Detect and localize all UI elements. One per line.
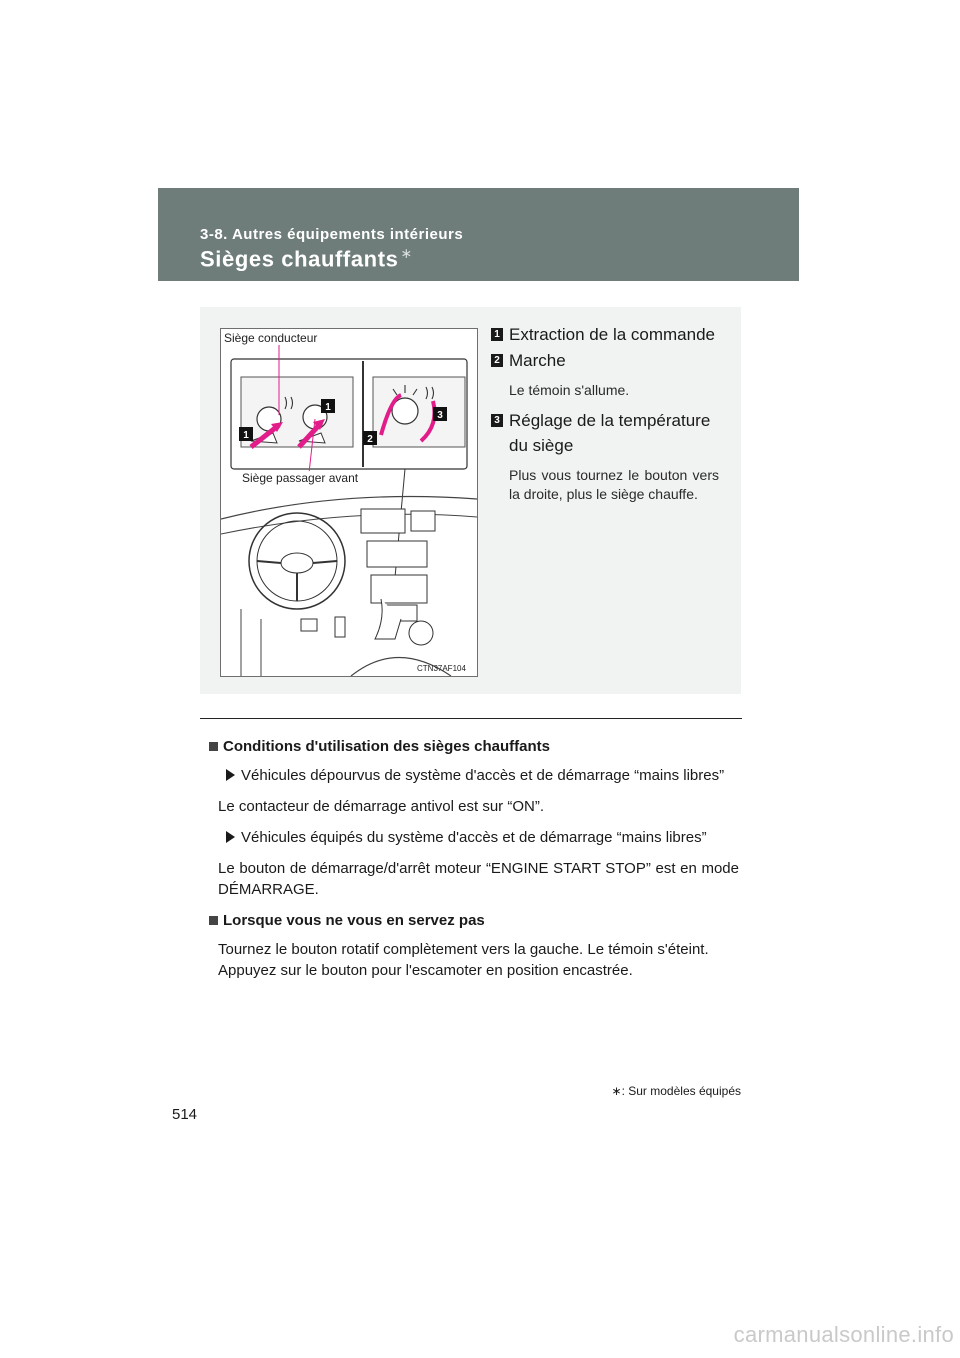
step-badge: 2	[491, 354, 503, 367]
not-in-use-heading	[209, 910, 739, 931]
optional-equipment-mark: ∗	[400, 245, 413, 261]
step-badge: 1	[491, 328, 503, 341]
step-2	[491, 348, 719, 400]
dashboard-drawing	[221, 329, 477, 676]
callout-2: 2	[367, 434, 373, 445]
step-description: Le témoin s'allume.	[509, 382, 630, 398]
section-header	[158, 188, 799, 281]
case-text: Véhicules équipés du système d'accès et de démarrage “mains libres”	[241, 829, 707, 846]
triangle-bullet-icon	[226, 769, 235, 781]
case-with-smart-key	[209, 827, 739, 848]
label-driver-seat: Siège conducteur	[224, 331, 318, 345]
step-description: Plus vous tournez le bouton vers la droite, plus le siège chauffe.	[509, 467, 719, 502]
triangle-bullet-icon	[226, 831, 235, 843]
label-passenger-seat: Siège passager avant	[242, 471, 359, 485]
callout-1a: 1	[243, 430, 249, 441]
square-bullet-icon	[209, 916, 218, 925]
step-title: Extraction de la commande	[509, 325, 715, 344]
divider	[200, 718, 742, 719]
page-title	[200, 245, 413, 272]
callout-3: 3	[437, 410, 443, 421]
figure-code: CTN37AF104	[417, 664, 466, 673]
page-title-text: Sièges chauffants	[200, 246, 399, 272]
notes-section	[209, 736, 739, 981]
step-3	[491, 408, 719, 504]
step-badge: 3	[491, 414, 503, 427]
conditions-heading-text: Conditions d'utilisation des sièges chauffants	[223, 738, 550, 755]
callout-1b: 1	[325, 402, 331, 413]
step-title: Marche	[509, 351, 566, 370]
steps-list	[491, 322, 719, 504]
section-label: 3-8. Autres équipements intérieurs	[200, 226, 464, 243]
not-in-use-line-1: Tournez le bouton rotatif complètement vers la gauche. Le témoin s'éteint.	[218, 941, 709, 958]
not-in-use-line-2: Appuyez sur le bouton pour l'escamoter en position encastrée.	[218, 962, 633, 979]
step-title: Réglage de la température du siège	[509, 411, 711, 455]
case-2-detail: Le bouton de démarrage/d'arrêt moteur “ENGINE START STOP” est en mode DÉMARRAGE.	[218, 860, 739, 898]
watermark: carmanualsonline.info	[733, 1322, 954, 1347]
case-text: Véhicules dépourvus de système d'accès et de démarrage “mains libres”	[241, 767, 725, 784]
conditions-heading	[209, 736, 739, 757]
footnote: ∗: Sur modèles équipés	[611, 1084, 741, 1098]
case-1-detail: Le contacteur de démarrage antivol est sur “ON”.	[218, 798, 544, 815]
step-1	[491, 322, 719, 347]
square-bullet-icon	[209, 742, 218, 751]
not-in-use-heading-text: Lorsque vous ne vous en servez pas	[223, 912, 485, 929]
case-without-smart-key	[209, 765, 739, 786]
dashboard-illustration	[220, 328, 478, 677]
page-number: 514	[172, 1106, 198, 1123]
